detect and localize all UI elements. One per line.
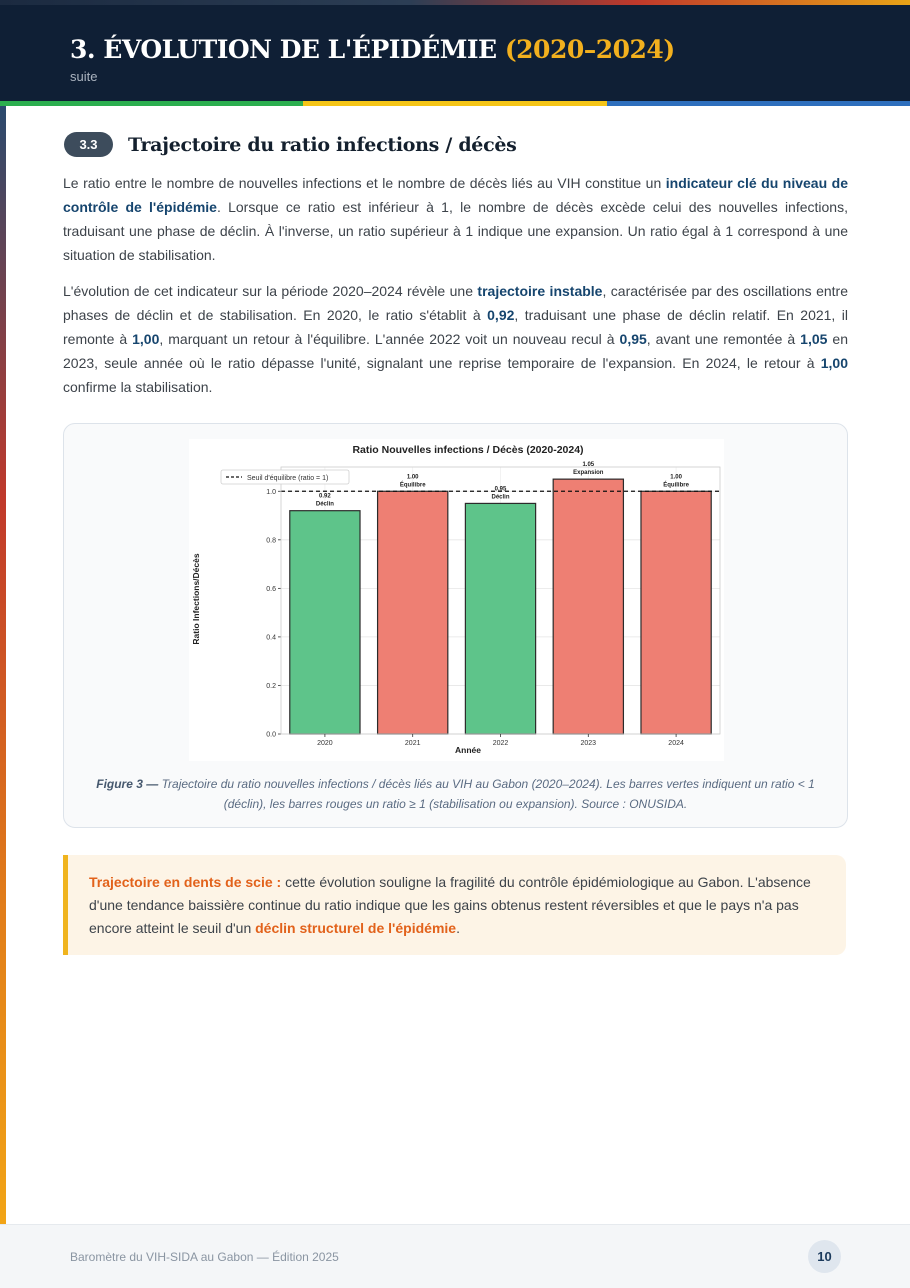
flag-yellow-segment [303,101,606,106]
page-title [70,35,675,64]
chart-legend [221,470,349,484]
flag-color-bar [0,101,910,106]
chart-value-label: 0.92 [319,493,331,500]
paragraph-run: , avant une remontée à [646,331,801,347]
section-title: Trajectoire du ratio infections / décès [128,133,517,156]
chart-x-tick-label: 2023 [580,740,597,747]
paragraph-run: confirme la stabilisation. [63,379,213,395]
chart-x-tick-label: 2020 [317,740,333,747]
callout-body-2: . [456,920,460,936]
chart-value-label: 1.00 [670,474,682,481]
paragraph-run: , caractérisée par des oscillations entre phases de déclin et de stabilisation. En 2020, le ratio s'établit à [63,283,848,323]
paragraph-run: . Lorsque ce ratio est inférieur à 1, le nombre de décès excède celui des nouvelles infections, traduisant une phase de déclin. À l'inverse, un ratio supérieur à 1 indique une expansion. Un ratio égal à 1 correspond à une situation de stabilisation. [63,199,848,263]
chart-x-tick-label: 2022 [492,740,509,747]
highlight-term: 1,05 [800,331,828,347]
chart-status-label: Équilibre [663,482,689,489]
paragraph-run: , traduisant une phase de déclin relatif. En 2021, il remonte à [63,307,848,347]
callout-box [63,855,846,955]
section-number-badge: 3.3 [64,132,113,157]
highlight-term: 1,00 [820,355,848,371]
legend-label: Seuil d'équilibre (ratio = 1) [247,475,329,482]
chart-value-label: 1.05 [582,462,595,469]
highlight-term: 0,92 [487,307,515,323]
section-heading [64,132,517,157]
chart-y-tick-label: 0.6 [266,585,276,593]
flag-blue-segment [607,101,910,106]
paragraph-run: Le ratio entre le nombre de nouvelles infections et le nombre de décès liés au VIH constitue un [63,175,666,191]
figure-caption-label: Figure 3 — [96,777,159,791]
chart-x-tick-label: 2021 [404,740,421,747]
chart-y-tick-label: 0.2 [266,682,276,690]
chart-bar [465,503,535,734]
callout-lead: Trajectoire en dents de scie : [89,874,282,890]
chart-status-label: Déclin [491,494,510,501]
callout-body-1: cette évolution souligne la fragilité du contrôle épidémiologique au Gabon. L'absence d'une tendance baissière continue du ratio indique que les gains obtenus restent réversibles et que le pays n'a pas encore atteint le seuil d'un [89,874,811,936]
chart-y-tick-label: 0.0 [266,731,276,739]
paragraph-trajectory [63,279,848,399]
page-title-years: (2020–2024) [504,35,675,64]
chart-y-tick-label: 1.0 [266,488,276,496]
highlight-term: indicateur clé du niveau de contrôle de l'épidémie [63,175,848,215]
chart-y-tick-label: 0.4 [266,634,276,642]
chart-value-label: 1.00 [406,474,419,481]
chart-status-label: Équilibre [399,482,426,489]
figure-card [63,423,848,828]
chart-y-axis-label: Ratio Infections/Décès [191,553,201,645]
page-footer [0,1224,910,1288]
paragraph-run: L'évolution de cet indicateur sur la période 2020–2024 révèle une [63,283,478,299]
chart-bar [553,479,623,734]
chart-x-axis-label: Année [455,745,481,755]
chart-bar [641,491,711,734]
highlight-term: 0,95 [619,331,647,347]
footer-publication-title: Baromètre du VIH-SIDA au Gabon — Édition 2025 [70,1250,339,1264]
figure-caption-text: Trajectoire du ratio nouvelles infections / décès liés au VIH au Gabon (2020–2024). Les barres vertes indiquent un ratio < 1 (déclin), les barres rouges un ratio ≥ 1 (stabilisation ou expansion). Source : ONUSIDA. [158,777,815,811]
chart-title: Ratio Nouvelles infections / Décès (2020-2024) [352,444,584,456]
page-title-main: 3. ÉVOLUTION DE L'ÉPIDÉMIE [70,35,505,64]
paragraph-run: en 2023, seule année où le ratio dépasse l'unité, signalant une reprise temporaire de l'expansion. En 2024, le retour à [63,331,848,371]
paragraph-run: , marquant un retour à l'équilibre. L'année 2022 voit un nouveau recul à [159,331,620,347]
page-subtitle: suite [70,69,98,84]
chart-bar [378,491,448,734]
paragraph-intro [63,171,848,267]
left-color-rail [0,106,6,1228]
chart-x-tick-label: 2024 [668,740,684,747]
chart-status-label: Déclin [315,501,334,508]
highlight-term: trajectoire instable [477,283,603,299]
flag-green-segment [0,101,303,106]
callout-emphasis: déclin structurel de l'épidémie [255,920,457,936]
chart-bar [290,511,360,734]
highlight-term: 1,00 [132,331,160,347]
chart-status-label: Expansion [573,470,604,477]
chart-y-tick-label: 0.8 [266,537,276,545]
chart-bars [290,479,711,734]
chart-value-label: 0.95 [494,486,507,493]
figure-caption [78,774,833,814]
page-number-badge: 10 [808,1240,841,1273]
page-header [0,5,910,101]
callout-text [89,871,829,940]
ratio-bar-chart [189,439,724,761]
